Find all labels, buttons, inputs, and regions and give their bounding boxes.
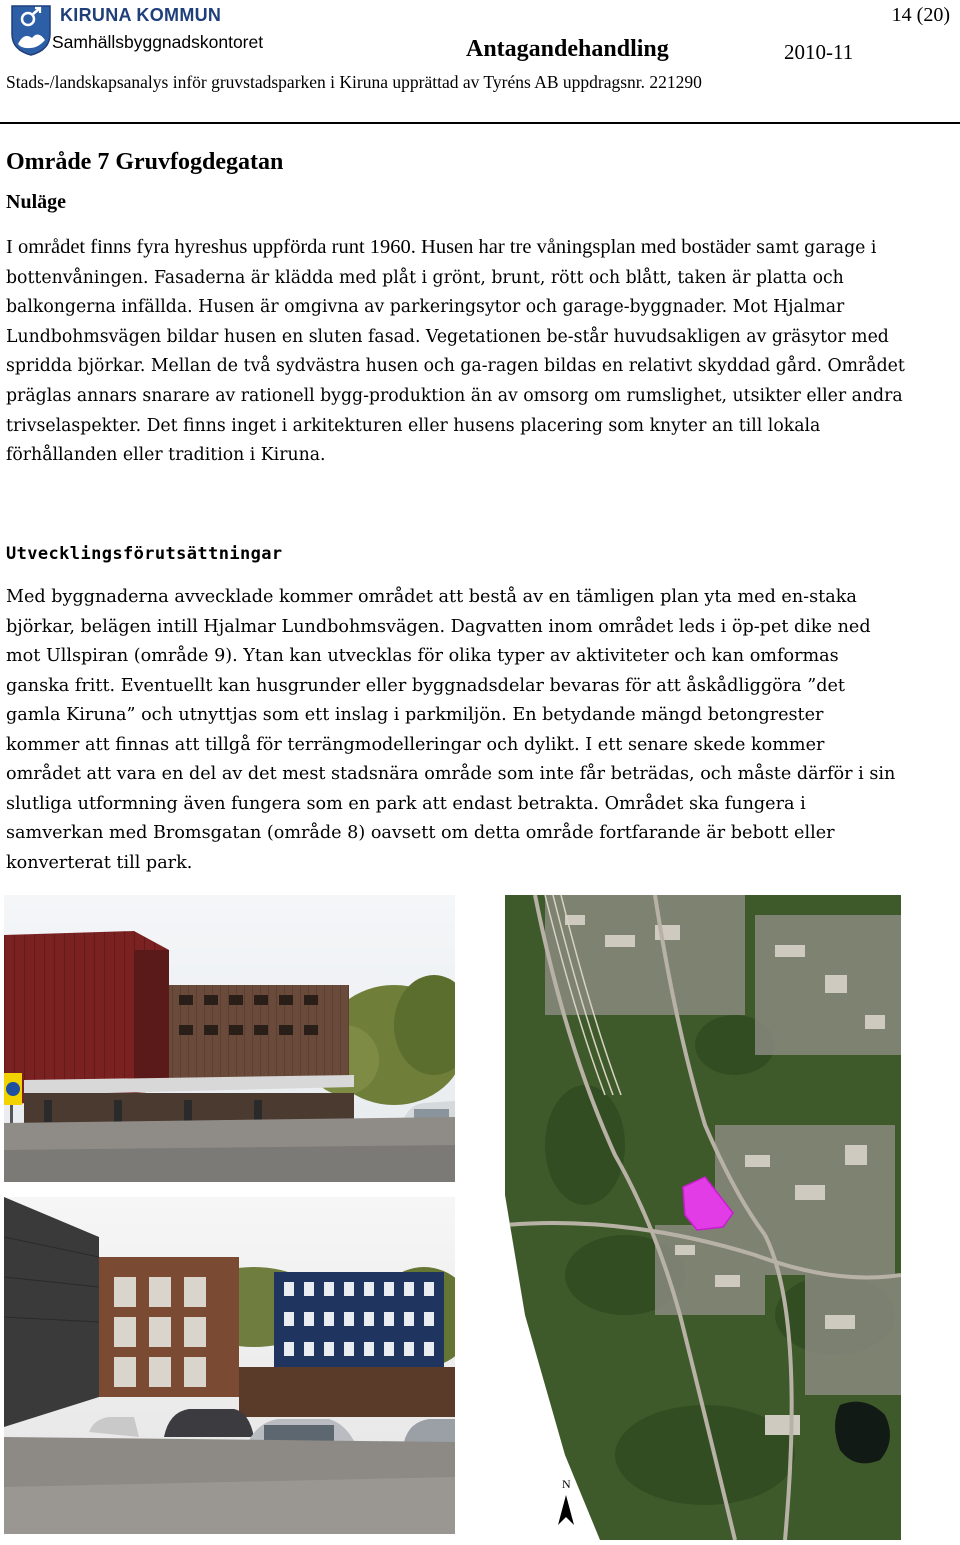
current-state-first-line: I området finns fyra hyreshus uppförda runt 1960. Husen har tre våningsplan med bostäder <box>6 236 751 258</box>
header-divider <box>0 122 960 124</box>
section-title: Område 7 Gruvfogdegatan <box>6 149 284 175</box>
document-subtitle: Stads-/landskapsanalys inför gruvstadsparken i Kiruna upprättad av Tyréns AB uppdragsnr. 221290 <box>6 72 702 92</box>
north-label: N <box>562 1477 571 1491</box>
kiruna-kommun-logo <box>10 4 52 56</box>
development-paragraph: Med byggnaderna avvecklade kommer området att bestå av en tämligen plan yta med en-staka björkar, belägen intill Hjalmar Lundbohmsvägen. Dagvatten inom området leds i öp-pet dike ned mot Ullspiran (område 9). Ytan kan utvecklas för olika typer av aktiviteter och kan omformas ganska fritt. Eventuellt kan husgrunder eller byggnadsdelar bevaras för att åskådliggöra ”det gamla Kiruna” och utnyttjas som ett inslag i parkmiljön. En betydande mängd betongrester kommer att finnas att tillgå för terrängmodelleringar och dylikt. I ett senare skede kommer området att vara en del av det mest stadsnära område som inte får beträdas, och måste därför i sin slutliga utformning även fungera som en park att endast betrakta. Området ska fungera i samverkan med Bromsgatan (område 8) oavsett om detta område fortfarande är bebott eller konverterat till park. <box>6 587 896 873</box>
document-status: Antagandehandling <box>466 36 669 62</box>
page-number: 14 (20) <box>891 4 950 26</box>
current-state-heading: Nuläge <box>6 191 66 213</box>
development-heading: Utvecklingsförutsättningar <box>6 544 283 564</box>
current-state-text: samt garage i bottenvåningen. Fasaderna är klädda med plåt i grönt, brunt, rött och blått, taken är platta och balkongerna infällda. Husen är omgivna av parkeringsytor och garage-byggnader. Mot Hjalmar Lundbohmsvägen bildar husen en sluten fasad. Vegetationen be-står huvudsakligen av gräsytor med spridda björkar. Mellan de två sydvästra husen och ga-ragen bildas en relativt skyddad gård. Området präglas annars snarare av rationell bygg-produktion än av omsorg om rumslighet, utsikter eller andra trivselaspekter. Det finns inget i arkitekturen eller husens placering som knyter an till lokala förhållanden eller tradition i Kiruna. <box>6 238 905 466</box>
department-name: Samhällsbyggnadskontoret <box>52 32 264 52</box>
photo-red-buildings <box>4 895 455 1182</box>
current-state-paragraph <box>6 233 906 471</box>
photo-blue-buildings <box>4 1197 455 1534</box>
aerial-map <box>505 895 901 1540</box>
organization-name: KIRUNA KOMMUN <box>60 5 222 25</box>
document-date: 2010-11 <box>784 40 854 64</box>
